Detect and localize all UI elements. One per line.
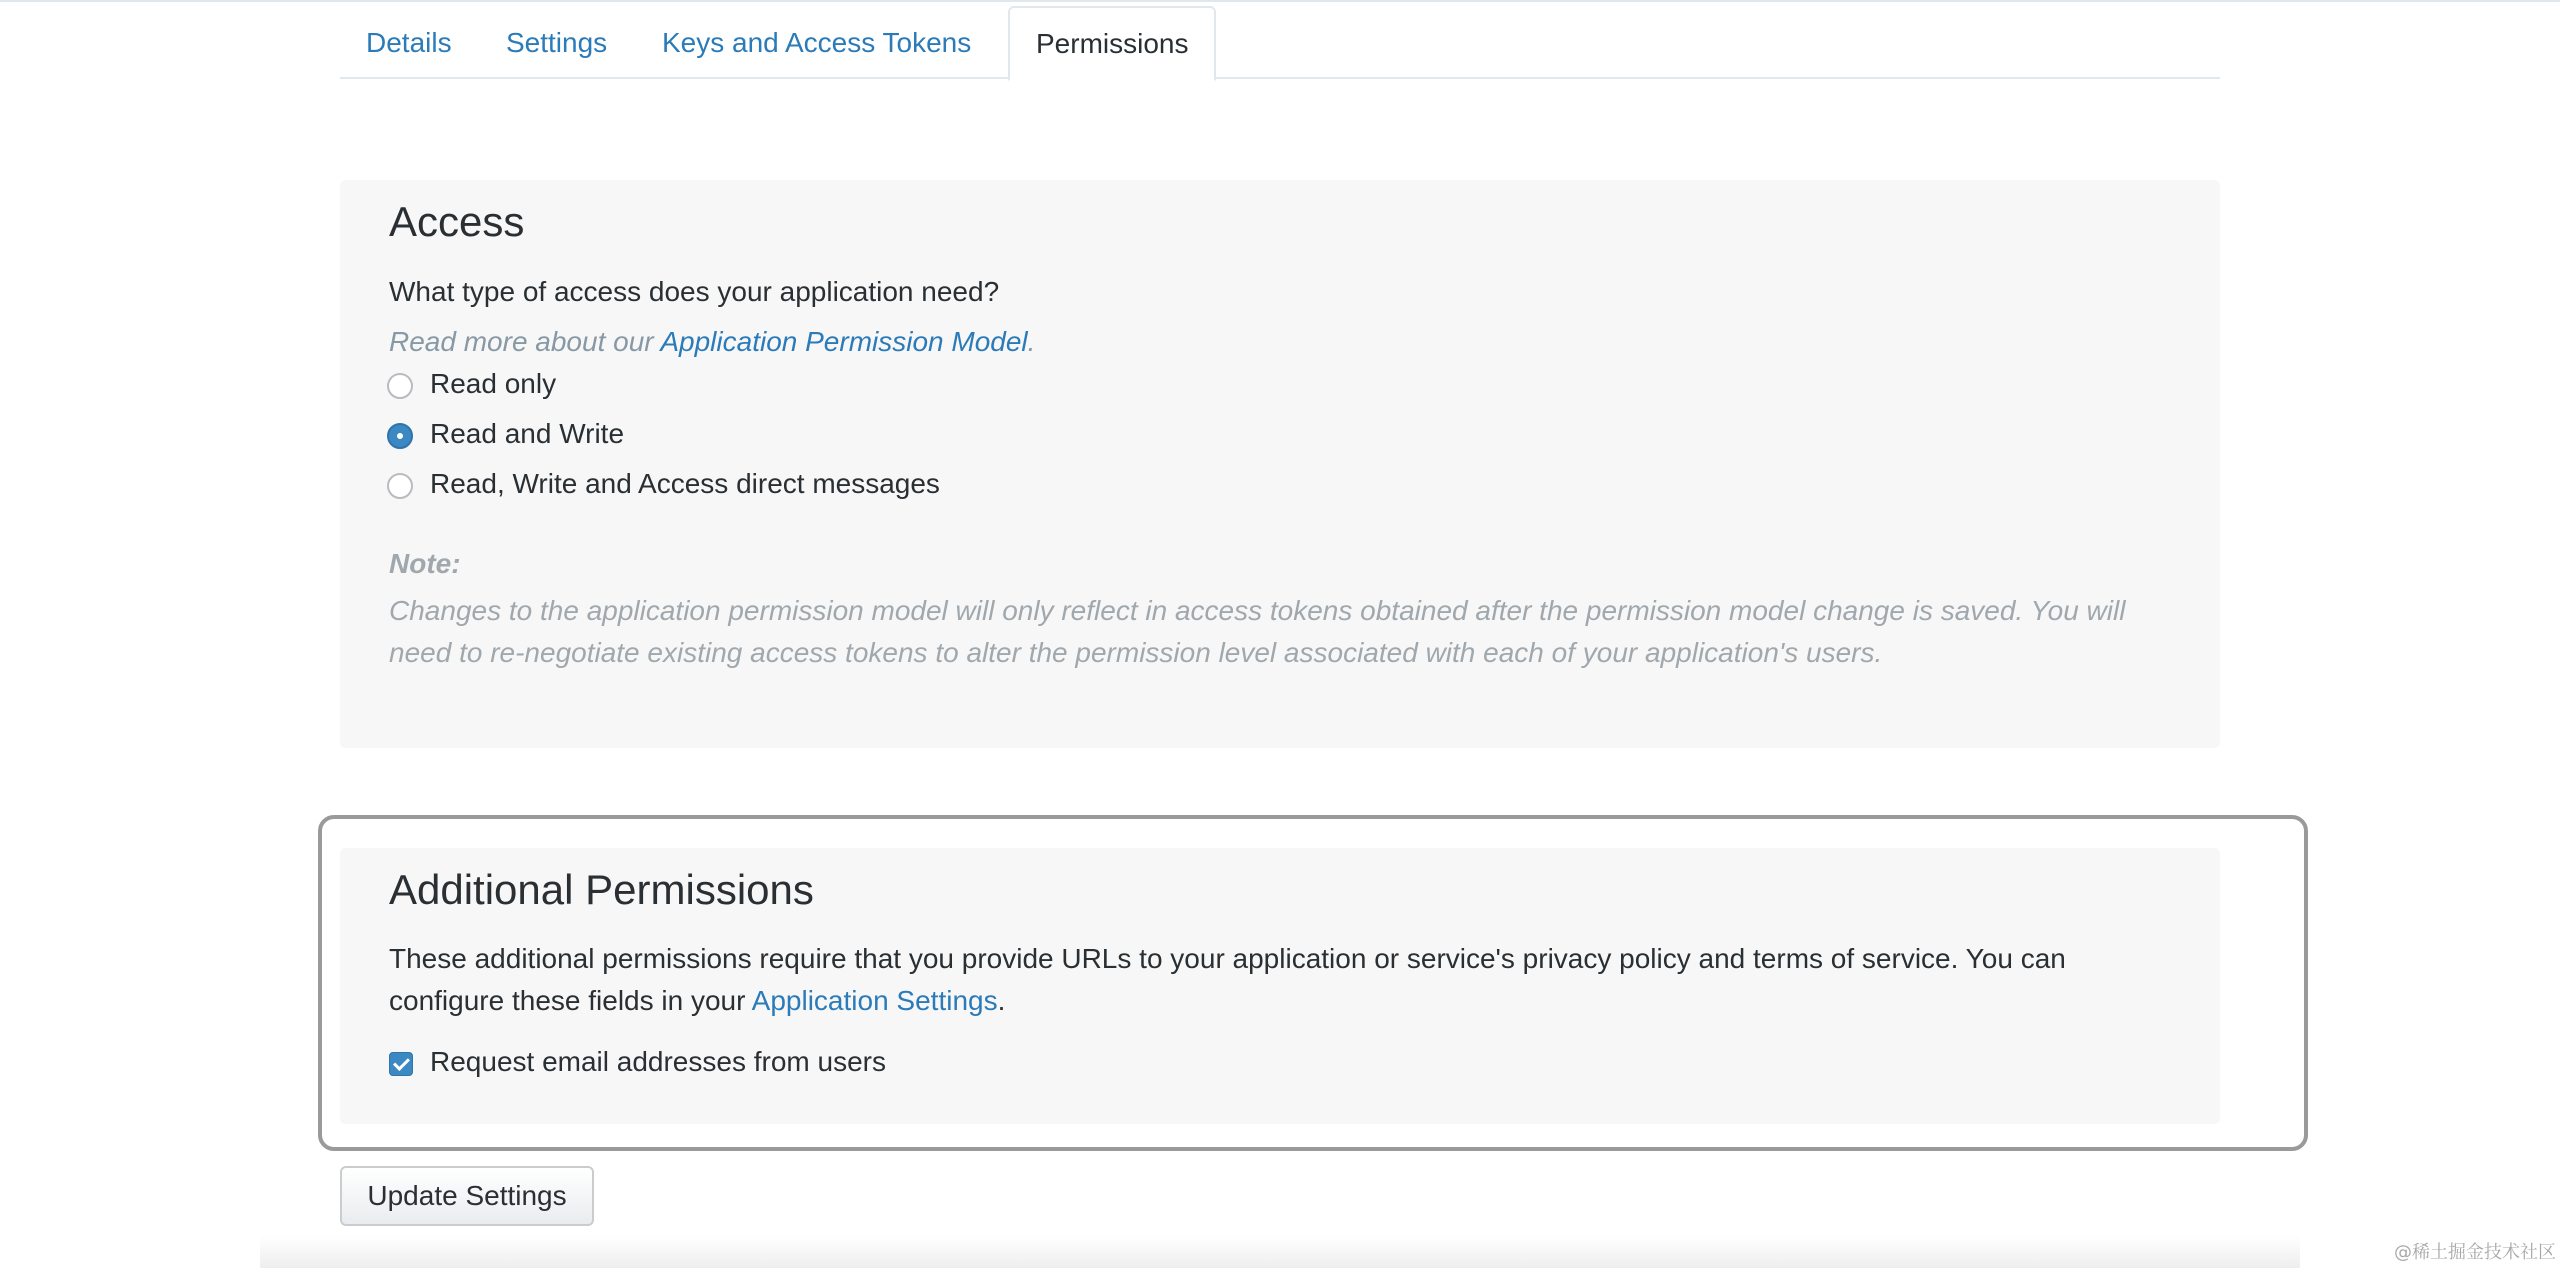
note-body: Changes to the application permission model will only reflect in access tokens obtained after the permission model change is saved. You will need to re-negotiate existing access tokens to alter the permission level associated with each of your application's users. — [389, 595, 2126, 668]
application-permission-model-link[interactable]: Application Permission Model — [660, 326, 1028, 357]
update-settings-button[interactable]: Update Settings — [340, 1166, 594, 1226]
tab-details[interactable]: Details — [366, 27, 452, 58]
radio-read-write-dm[interactable] — [387, 473, 413, 499]
bottom-shade — [260, 1236, 2300, 1268]
read-more-text — [389, 326, 1035, 358]
access-panel — [340, 180, 2220, 748]
note-label: Note: — [389, 548, 461, 579]
application-settings-link[interactable]: Application Settings — [751, 985, 998, 1016]
radio-read-only[interactable] — [387, 373, 413, 399]
tab-bar — [340, 0, 2220, 79]
tab-keys-and-access-tokens[interactable]: Keys and Access Tokens — [662, 27, 972, 58]
access-question: What type of access does your application need? — [389, 276, 1000, 307]
additional-permissions-panel — [340, 848, 2220, 1124]
request-email-label[interactable]: Request email addresses from users — [430, 1046, 886, 1077]
access-title: Access — [389, 198, 525, 245]
radio-read-write-dm-label[interactable]: Read, Write and Access direct messages — [430, 468, 940, 499]
radio-read-and-write[interactable] — [387, 423, 413, 449]
read-more-prefix: Read more about our — [389, 326, 661, 357]
watermark: @稀土掘金技术社区 — [2394, 1242, 2556, 1263]
read-more-suffix: . — [1027, 326, 1036, 357]
tab-permissions[interactable]: Permissions — [1008, 6, 1216, 81]
additional-description-suffix: . — [997, 985, 1006, 1016]
request-email-checkbox[interactable] — [389, 1052, 413, 1076]
radio-read-and-write-label[interactable]: Read and Write — [430, 418, 625, 449]
radio-read-only-label[interactable]: Read only — [430, 368, 557, 399]
additional-permissions-description — [389, 938, 2149, 1022]
additional-description-prefix: These additional permissions require that you provide URLs to your application or service's privacy policy and terms of service. You can configure these fields in your — [389, 943, 2066, 1016]
additional-permissions-title: Additional Permissions — [389, 866, 814, 913]
tab-settings[interactable]: Settings — [506, 27, 608, 58]
